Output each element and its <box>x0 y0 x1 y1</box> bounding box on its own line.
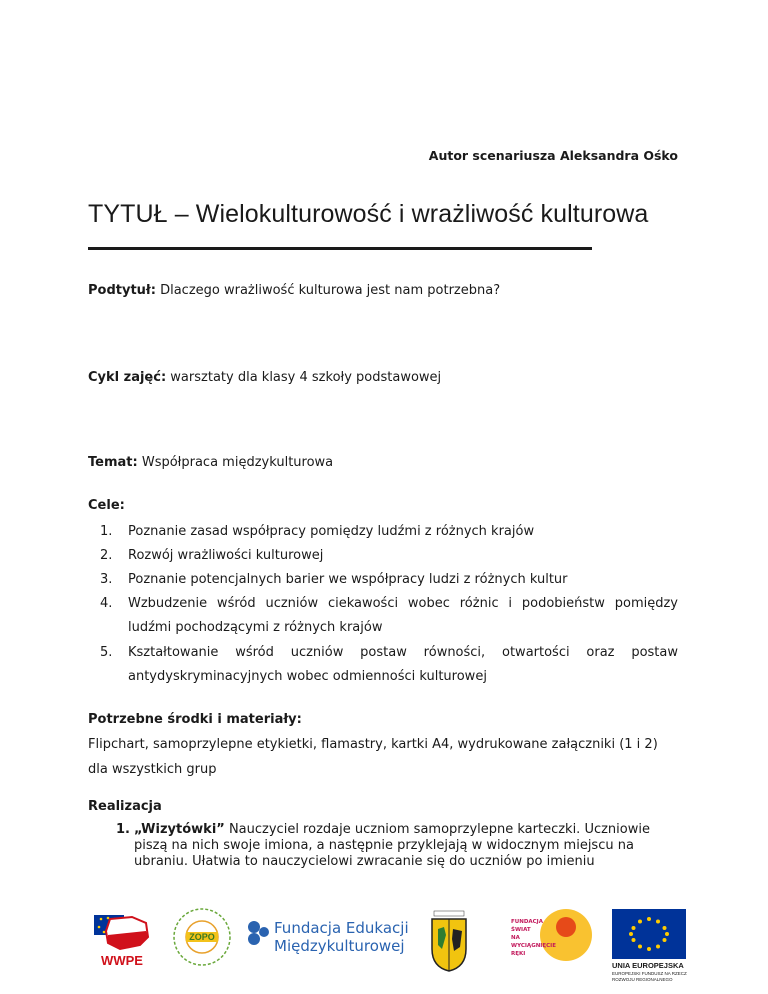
list-item: 5. Kształtowanie wśród uczniów postaw równości, otwartości oraz postaw antydyskryminacyjnych wobec odmienności kulturowej <box>100 645 678 684</box>
goals-list <box>88 520 678 689</box>
list-item: 2. Rozwój wrażliwości kulturowej <box>100 548 324 563</box>
realization-heading: Realizacja <box>88 799 162 814</box>
svg-text:ŚWIAT: ŚWIAT <box>511 927 531 933</box>
step-number: 1. <box>116 822 130 837</box>
wwpe-logo <box>94 915 148 968</box>
goals-heading: Cele: <box>88 498 125 513</box>
svg-text:WYCIĄGNIĘCIE: WYCIĄGNIĘCIE <box>511 943 556 949</box>
subtitle-value: Dlaczego wrażliwość kulturowa jest nam potrzebna? <box>155 283 501 298</box>
cycle-line <box>88 370 441 385</box>
topic-value: Współpraca międzykulturowa <box>137 455 334 470</box>
subtitle-line <box>88 283 500 298</box>
step-1 <box>88 822 678 870</box>
svg-text:RĘKI: RĘKI <box>511 951 526 957</box>
step-text: Nauczyciel rozdaje uczniom samoprzylepne karteczki. Uczniowie piszą na nich swoje imiona, a następnie przyklejają w widocznym miejscu na ubraniu. Ułatwia to nauczycielowi zwracanie się do uczniów po imieniu <box>134 822 650 869</box>
document-title: TYTUŁ – Wielokulturowość i wrażliwość kulturowa <box>88 200 649 228</box>
svg-text:WWPE: WWPE <box>101 953 143 968</box>
title-underline <box>88 247 592 250</box>
step-title: „Wizytówki” <box>134 822 225 837</box>
cycle-label: Cykl zajęć: <box>88 370 167 385</box>
subtitle-label: Podtytuł: <box>88 283 156 298</box>
list-item: 1. Poznanie zasad współpracy pomiędzy ludźmi z różnych krajów <box>100 524 535 539</box>
svg-text:Międzykulturowej: Międzykulturowej <box>274 937 405 955</box>
svg-text:ZOPO: ZOPO <box>189 932 215 942</box>
svg-text:UNIA EUROPEJSKA: UNIA EUROPEJSKA <box>612 961 684 970</box>
svg-text:FUNDACJA: FUNDACJA <box>511 919 543 925</box>
svg-text:ROZWOJU REGIONALNEGO: ROZWOJU REGIONALNEGO <box>612 977 673 982</box>
materials-heading: Potrzebne środki i materiały: <box>88 712 302 727</box>
author-line: Autor scenariusza Aleksandra Ośko <box>428 148 678 163</box>
svg-text:EUROPEJSKI FUNDUSZ NA RZECZ: EUROPEJSKI FUNDUSZ NA RZECZ <box>612 971 687 976</box>
swiat-logo <box>511 909 592 961</box>
topic-label: Temat: <box>88 455 138 470</box>
svg-text:Fundacja Edukacji: Fundacja Edukacji <box>274 919 409 937</box>
svg-text:NA: NA <box>511 935 520 941</box>
eu-flag-icon <box>612 909 687 982</box>
materials-text: Flipchart, samoprzylepne etykietki, flamastry, kartki A4, wydrukowane załączniki (1 i 2) dla wszystkich grup <box>88 737 658 777</box>
topic-line <box>88 455 333 470</box>
cycle-value: warsztaty dla klasy 4 szkoły podstawowej <box>166 370 442 385</box>
list-item: 4. Wzbudzenie wśród uczniów ciekawości wobec różnic i podobieństw pomiędzy ludźmi pochodzącymi z różnych krajów <box>100 596 678 635</box>
fem-logo <box>248 919 409 955</box>
footer-logos <box>0 905 768 985</box>
coat-of-arms-icon <box>432 911 466 971</box>
list-item: 3. Poznanie potencjalnych barier we współpracy ludzi z różnych kultur <box>100 572 568 587</box>
zopo-logo <box>174 909 230 965</box>
